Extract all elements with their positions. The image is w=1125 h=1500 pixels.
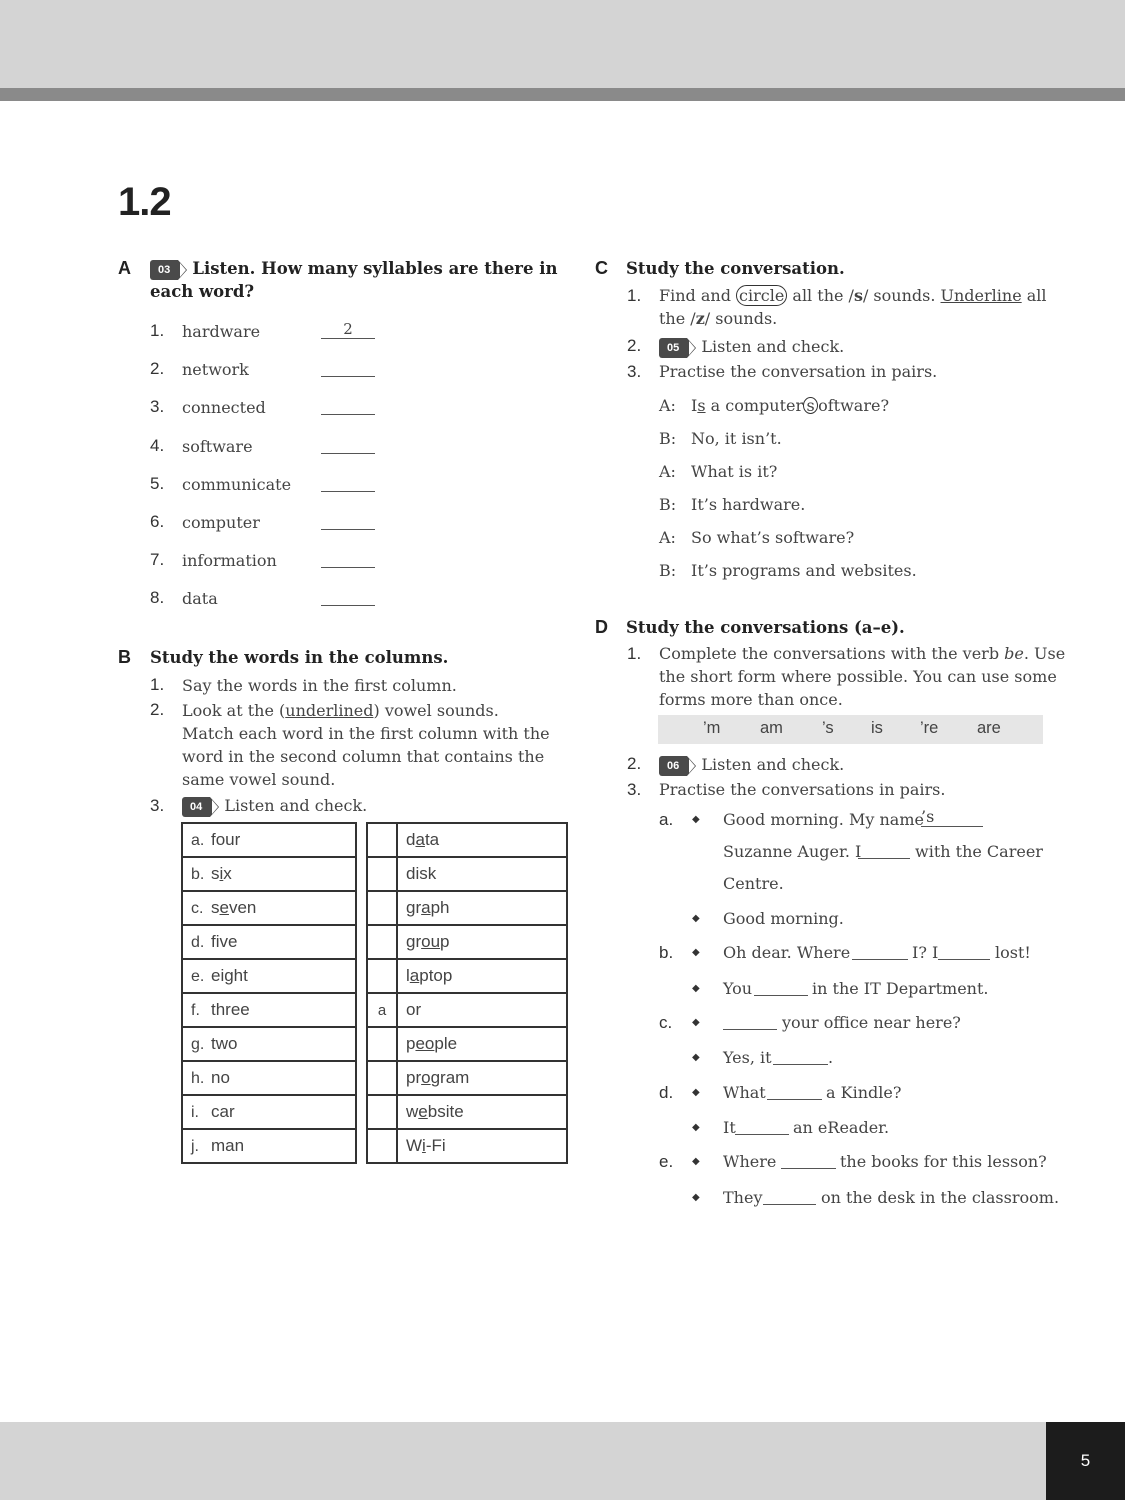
underlined-vowel: o <box>421 1068 431 1087</box>
item-number: 8. <box>150 588 165 607</box>
step-number: 3. <box>627 362 642 381</box>
word-cell <box>397 1027 567 1061</box>
text-fragment: I? I <box>912 943 939 962</box>
text-fragment: They <box>723 1188 763 1207</box>
option-word: is <box>871 719 883 737</box>
section-a-title-line2: each word? <box>150 282 255 301</box>
section-a-title-line1: Listen. How many syllables are there in <box>192 259 558 278</box>
conversation-label: b. <box>659 943 674 962</box>
item-word: connected <box>182 398 266 417</box>
text-fragment: No, it isn’t. <box>691 429 782 448</box>
text-fragment: I <box>691 396 698 415</box>
underlined-letter: s <box>697 396 706 415</box>
underlined-word: Underline <box>940 286 1022 305</box>
bullet-icon: ◆ <box>692 1122 700 1133</box>
word-cell <box>397 925 567 959</box>
underlined-vowel: e <box>219 898 229 917</box>
step-number: 3. <box>150 796 165 815</box>
bullet-icon: ◆ <box>692 947 700 958</box>
speaker-label: B: <box>659 561 677 580</box>
word-part: three <box>211 1000 250 1019</box>
section-b-letter: B <box>118 647 131 667</box>
word-part: w <box>406 1102 419 1121</box>
section-a-letter: A <box>118 258 131 278</box>
match-answer-cell[interactable] <box>367 925 397 959</box>
word-part: W <box>406 1136 423 1155</box>
answer-blank[interactable] <box>767 1083 822 1100</box>
answer-blank[interactable] <box>754 979 808 996</box>
text-fragment: your office near here? <box>782 1013 961 1032</box>
item-word: hardware <box>182 322 261 341</box>
word-part: d <box>406 830 416 849</box>
step-number: 3. <box>627 780 642 799</box>
text-fragment: It’s programs and websites. <box>691 561 917 580</box>
track-number: 06 <box>659 756 687 776</box>
row-letter: d. <box>191 934 205 951</box>
option-word: ’re <box>920 719 939 737</box>
word-part: no <box>211 1068 230 1087</box>
option-word: ’s <box>822 719 834 737</box>
item-number: 7. <box>150 550 165 569</box>
table-row <box>367 1129 567 1163</box>
header-rule <box>0 88 1125 101</box>
step-number: 2. <box>627 336 642 355</box>
word-part: ptop <box>419 966 453 985</box>
row-letter: e. <box>191 968 205 985</box>
bullet-icon: ◆ <box>692 1017 700 1028</box>
word-part: l <box>406 966 410 985</box>
table-row <box>367 1061 567 1095</box>
table-row <box>182 857 356 891</box>
table-row <box>182 1061 356 1095</box>
answer-blank[interactable] <box>858 842 910 859</box>
dialogue-line <box>691 460 777 483</box>
track-number: 04 <box>182 797 210 817</box>
underlined-vowel: e <box>418 1102 428 1121</box>
row-letter: c. <box>191 900 204 917</box>
play-icon <box>178 260 187 280</box>
conversation-label: a. <box>659 810 674 829</box>
text-fragment: / sounds. <box>704 309 778 328</box>
left-word-table <box>181 822 357 1164</box>
text-fragment: Oh dear. Where <box>723 943 851 962</box>
text-fragment: . Use <box>1023 644 1066 663</box>
word-part: x <box>223 864 232 883</box>
word-part: bsite <box>427 1102 464 1121</box>
item-word: computer <box>182 513 260 532</box>
table-row <box>367 1027 567 1061</box>
text-fragment: Complete the conversations with the verb <box>659 644 1005 663</box>
word-part: gram <box>430 1068 470 1087</box>
word-cell <box>182 1027 356 1061</box>
word-part: pr <box>406 1068 422 1087</box>
speaker-label: B: <box>659 429 677 448</box>
match-answer-cell[interactable] <box>367 1129 397 1163</box>
word-part: eight <box>211 966 248 985</box>
word-part: two <box>211 1034 238 1053</box>
circled-letter: s <box>803 397 818 414</box>
phoneme: s <box>853 286 863 305</box>
word-cell <box>397 959 567 993</box>
answer-blank[interactable] <box>938 943 990 960</box>
word-cell <box>182 925 356 959</box>
word-cell <box>182 993 356 1027</box>
word-part: ple <box>434 1034 458 1053</box>
table-row <box>367 823 567 857</box>
page-number: 5 <box>1046 1422 1125 1500</box>
text-line: forms more than once. <box>659 690 843 709</box>
text-fragment: What is it? <box>691 462 778 481</box>
option-word: am <box>760 719 783 737</box>
step-number: 1. <box>627 644 642 663</box>
text-fragment: an eReader. <box>793 1118 890 1137</box>
text-fragment: Good morning. My name <box>723 810 924 829</box>
table-row <box>182 925 356 959</box>
text-fragment: all <box>1021 286 1047 305</box>
word-cell <box>397 993 567 1027</box>
row-letter: g. <box>191 1036 205 1053</box>
word-cell <box>182 823 356 857</box>
step-text <box>659 284 1047 330</box>
option-word: ’m <box>703 719 721 737</box>
text-fragment: So what’s software? <box>691 528 855 547</box>
step-number: 2. <box>150 700 165 719</box>
word-part: or <box>406 1000 422 1019</box>
text-fragment: with the Career <box>915 842 1043 861</box>
underlined-vowel: i <box>422 1136 426 1155</box>
play-icon <box>687 338 696 358</box>
word-cell <box>397 1129 567 1163</box>
item-word: network <box>182 360 249 379</box>
row-letter: j. <box>191 1138 199 1155</box>
text-fragment: a computer <box>705 396 804 415</box>
option-word: are <box>977 719 1001 737</box>
bullet-icon: ◆ <box>692 1052 700 1063</box>
match-answer-cell[interactable] <box>367 823 397 857</box>
match-answer-cell[interactable] <box>367 891 397 925</box>
item-number: 5. <box>150 474 165 493</box>
underlined-vowel: a <box>415 830 425 849</box>
word-part: car <box>211 1102 235 1121</box>
emphasis: be <box>1004 644 1024 663</box>
underlined-vowel: a <box>421 898 431 917</box>
bullet-icon: ◆ <box>692 983 700 994</box>
table-row <box>182 823 356 857</box>
step-text <box>182 699 550 791</box>
conversation-label: d. <box>659 1083 674 1102</box>
phoneme: z <box>695 309 705 328</box>
speaker-label: A: <box>659 396 676 415</box>
table-row <box>367 1095 567 1129</box>
match-answer-cell[interactable] <box>367 1061 397 1095</box>
row-letter: i. <box>191 1104 199 1121</box>
speaker-label: B: <box>659 495 677 514</box>
answer-blank[interactable] <box>321 549 375 568</box>
section-d-letter: D <box>595 617 608 637</box>
text-fragment: Yes, it <box>723 1048 772 1067</box>
table-row <box>182 959 356 993</box>
play-icon <box>210 797 219 817</box>
footer-band <box>0 1422 1046 1500</box>
word-cell <box>182 891 356 925</box>
text-line: same vowel sound. <box>182 770 336 789</box>
track-number: 03 <box>150 260 178 280</box>
text-fragment: It <box>723 1118 736 1137</box>
answer-blank[interactable] <box>321 396 375 415</box>
step-text: Listen and check. <box>224 796 368 815</box>
answer-blank[interactable] <box>723 1013 777 1030</box>
text-fragment: oftware? <box>818 396 890 415</box>
table-row <box>182 1129 356 1163</box>
word-cell <box>182 857 356 891</box>
word-part: gr <box>406 932 422 951</box>
word-part: ph <box>430 898 450 917</box>
speaker-label: A: <box>659 462 676 481</box>
speaker-label: A: <box>659 528 676 547</box>
step-number: 1. <box>150 675 165 694</box>
item-number: 3. <box>150 397 165 416</box>
word-part: ven <box>228 898 257 917</box>
text-line: Match each word in the first column with the <box>182 724 550 743</box>
row-letter: a. <box>191 832 205 849</box>
text-fragment: Suzanne Auger. I <box>723 842 862 861</box>
underlined-vowel: eo <box>415 1034 435 1053</box>
table-row <box>367 993 567 1027</box>
table-row <box>367 925 567 959</box>
audio-track-badge[interactable] <box>659 338 696 358</box>
word-part: s <box>211 864 220 883</box>
bullet-icon: ◆ <box>692 1087 700 1098</box>
section-c-title: Study the conversation. <box>626 259 845 278</box>
step-text: Practise the conversation in pairs. <box>659 362 938 381</box>
text-fragment: on the desk in the classroom. <box>821 1188 1060 1207</box>
underlined-vowel: ou <box>421 932 441 951</box>
word-part: disk <box>406 864 437 883</box>
text-fragment: You <box>723 979 753 998</box>
section-a-header <box>150 257 558 280</box>
text-fragment: Centre. <box>723 874 784 893</box>
item-word: data <box>182 589 218 608</box>
word-cell <box>397 1095 567 1129</box>
table-row <box>182 1027 356 1061</box>
text-fragment: Good morning. <box>723 909 844 928</box>
word-part: man <box>211 1136 245 1155</box>
item-number: 1. <box>150 321 165 340</box>
answer-blank[interactable] <box>321 511 375 530</box>
word-part: ta <box>424 830 440 849</box>
table-row <box>367 857 567 891</box>
word-part: four <box>211 830 241 849</box>
word-cell <box>182 1095 356 1129</box>
dialogue-line <box>691 559 917 582</box>
step-text <box>659 642 1065 711</box>
step-text: Listen and check. <box>701 755 845 774</box>
answer-blank[interactable] <box>852 943 908 960</box>
table-row <box>367 891 567 925</box>
text-fragment: It’s hardware. <box>691 495 806 514</box>
text-fragment: Find and <box>659 286 737 305</box>
text-line: word in the second column that contains the <box>182 747 545 766</box>
answer-blank[interactable] <box>321 358 375 377</box>
bullet-icon: ◆ <box>692 1156 700 1167</box>
match-answer-cell[interactable] <box>367 959 397 993</box>
bullet-icon: ◆ <box>692 814 700 825</box>
dialogue-line <box>691 427 782 450</box>
section-c-letter: C <box>595 258 608 278</box>
text-fragment: all the / <box>787 286 854 305</box>
audio-track-badge[interactable] <box>659 756 696 776</box>
section-b-title: Study the words in the columns. <box>150 648 449 667</box>
row-letter: f. <box>191 1002 200 1019</box>
word-part: p <box>406 1034 416 1053</box>
text-fragment: in the IT Department. <box>812 979 989 998</box>
dialogue-line <box>691 394 889 417</box>
header-band <box>0 0 1125 88</box>
text-fragment: the books for this lesson? <box>840 1152 1047 1171</box>
item-number: 6. <box>150 512 165 531</box>
text-fragment: lost! <box>995 943 1031 962</box>
word-part: five <box>211 932 238 951</box>
text-fragment: Where <box>723 1152 777 1171</box>
step-number: 1. <box>627 286 642 305</box>
dialogue-line <box>691 493 805 516</box>
underlined-word: underlined <box>285 701 374 720</box>
item-number: 4. <box>150 436 165 455</box>
answer-blank[interactable]: 2 <box>321 320 375 339</box>
text-line: the short form where possible. You can use some <box>659 667 1057 686</box>
word-cell <box>397 891 567 925</box>
word-part: gr <box>406 898 422 917</box>
word-part: p <box>440 932 450 951</box>
play-icon <box>687 756 696 776</box>
step-number: 2. <box>627 754 642 773</box>
answer-blank[interactable] <box>321 587 375 606</box>
audio-track-badge[interactable] <box>182 797 219 817</box>
word-cell <box>182 1061 356 1095</box>
text-fragment: a Kindle? <box>826 1083 902 1102</box>
item-word: communicate <box>182 475 292 494</box>
match-answer-cell[interactable] <box>367 857 397 891</box>
answer-blank[interactable]: ’s <box>921 808 983 827</box>
right-word-table <box>366 822 568 1164</box>
item-word: information <box>182 551 277 570</box>
answer-blank[interactable] <box>321 473 375 492</box>
conversation-label: c. <box>659 1013 673 1032</box>
underlined-vowel: a <box>409 966 420 985</box>
text-fragment: the / <box>659 309 696 328</box>
table-row <box>367 959 567 993</box>
step-content <box>182 794 367 817</box>
circled-word: circle <box>736 285 787 306</box>
bullet-icon: ◆ <box>692 1192 700 1203</box>
match-answer-cell[interactable] <box>367 1027 397 1061</box>
word-cell <box>397 1061 567 1095</box>
word-part: s <box>211 898 220 917</box>
lesson-number: 1.2 <box>118 180 171 224</box>
step-text: Say the words in the first column. <box>182 676 457 695</box>
track-number: 05 <box>659 338 687 358</box>
word-cell <box>182 1129 356 1163</box>
text-fragment: / sounds. <box>862 286 941 305</box>
audio-track-badge[interactable] <box>150 260 187 280</box>
answer-blank[interactable] <box>781 1152 836 1169</box>
word-cell <box>397 823 567 857</box>
match-answer-cell[interactable] <box>367 1095 397 1129</box>
table-row <box>182 993 356 1027</box>
item-number: 2. <box>150 359 165 378</box>
word-part: -Fi <box>425 1136 446 1155</box>
answer-blank[interactable] <box>763 1188 816 1205</box>
section-d-title: Study the conversations (a–e). <box>626 618 905 637</box>
text-fragment: ) vowel sounds. <box>373 701 499 720</box>
text-fragment: Look at the ( <box>182 701 286 720</box>
answer-blank[interactable] <box>735 1118 789 1135</box>
text-fragment: . <box>828 1048 834 1067</box>
conversation-label: e. <box>659 1152 674 1171</box>
table-row <box>182 891 356 925</box>
underlined-vowel: i <box>219 864 224 883</box>
table-row <box>182 1095 356 1129</box>
word-cell <box>182 959 356 993</box>
word-cell <box>397 857 567 891</box>
item-word: software <box>182 437 253 456</box>
text-fragment: What <box>723 1083 766 1102</box>
row-letter: b. <box>191 866 205 883</box>
step-content <box>659 335 844 358</box>
answer-blank[interactable] <box>773 1048 828 1065</box>
match-answer-cell[interactable]: a <box>367 993 397 1027</box>
step-text: Practise the conversations in pairs. <box>659 780 946 799</box>
dialogue-line <box>691 526 854 549</box>
step-text: Listen and check. <box>701 337 845 356</box>
answer-blank[interactable] <box>321 435 375 454</box>
step-content <box>659 753 844 776</box>
row-letter: h. <box>191 1070 205 1087</box>
bullet-icon: ◆ <box>692 913 700 924</box>
